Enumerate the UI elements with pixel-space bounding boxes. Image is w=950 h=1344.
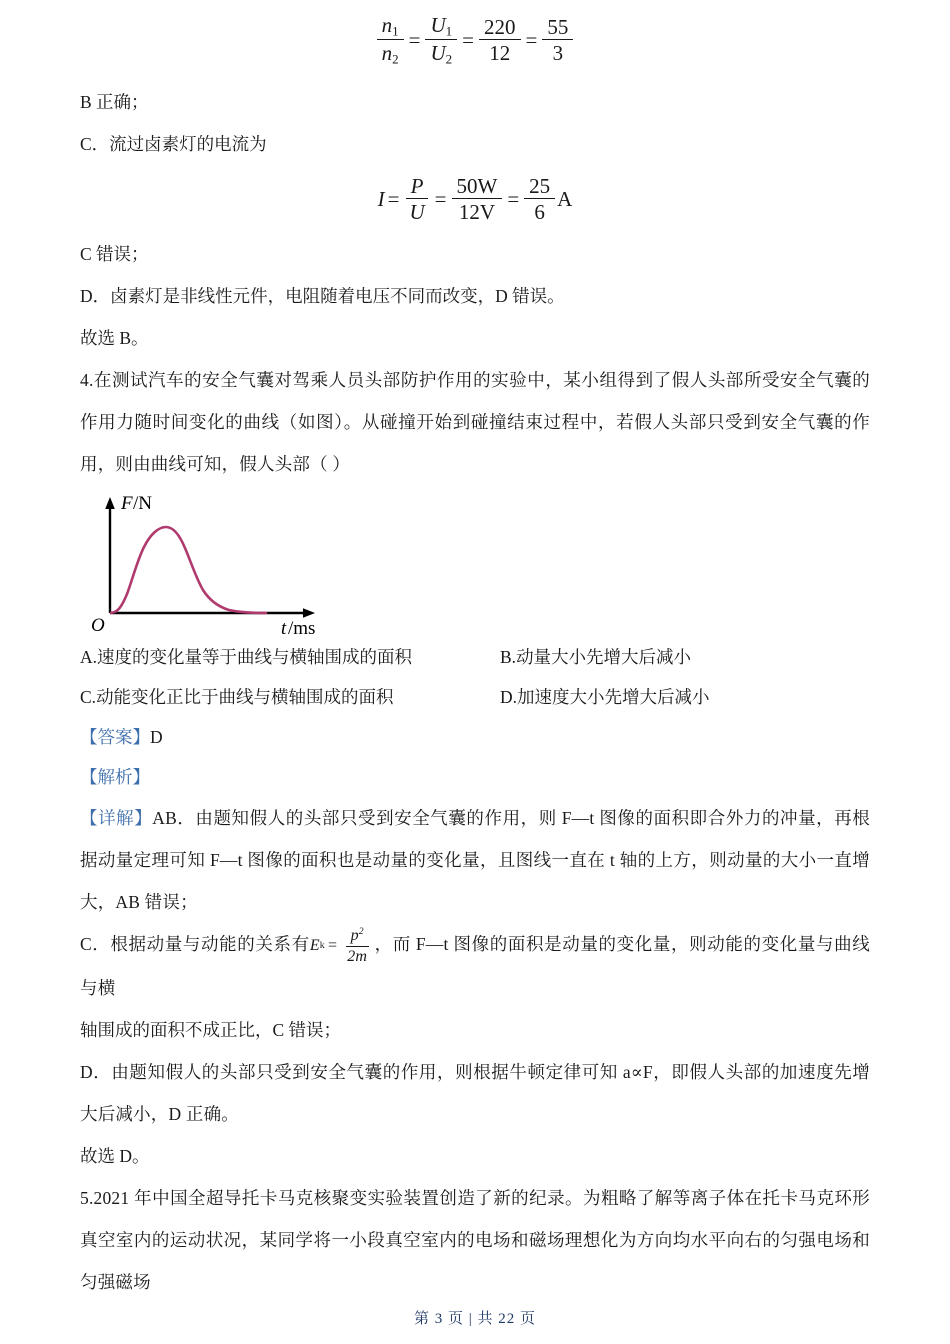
denominator-6: 6	[534, 200, 545, 225]
option-c-label: 动能变化正比于曲线与横轴围成的面积	[96, 687, 394, 708]
detail-c-line2: 轴围成的面积不成正比，C 错误；	[80, 1020, 342, 1041]
numerator-55: 55	[542, 16, 573, 40]
u2-symbol: U	[430, 41, 446, 66]
question-5-stem	[80, 1177, 870, 1303]
detail-c-pre: C．根据动量与动能的关系有	[80, 934, 310, 955]
equals-sign-1: =	[408, 27, 421, 52]
text-c-current-lead: C．流过卤素灯的电流为	[80, 133, 267, 154]
question-5-text: 2021 年中国全超导托卡马克核聚变实验装置创造了新的纪录。为粗略了解等离子体在托卡马克环形真空室内的运动状况，某同学将一小段真空室内的电场和磁场理想化为方向均水平向右的匀强电场和匀强磁场	[80, 1188, 870, 1293]
option-a-label: 速度的变化量等于曲线与横轴围成的面积	[97, 647, 413, 668]
fraction-220-12	[479, 16, 521, 65]
numerator-25: 25	[524, 175, 555, 199]
numerator-50w: 50W	[452, 175, 503, 199]
y-axis-unit-label: /N	[133, 493, 152, 515]
momentum-symbol: p	[350, 926, 359, 944]
detail-c-post: ，而 F—t 图像的面积是动量的变化量，则动能的变化量与曲线与横	[80, 934, 870, 999]
u1-subscript: 1	[445, 23, 453, 39]
x-axis-label: t	[281, 618, 287, 636]
question-5-number: 5.	[80, 1188, 94, 1209]
denominator-12: 12	[489, 41, 511, 66]
answer-tag: 【答案】	[80, 727, 150, 748]
spacer-after-eq1	[80, 67, 870, 81]
option-c[interactable]	[80, 677, 500, 717]
answer-line	[80, 717, 870, 757]
option-d-label: 加速度大小先增大后减小	[517, 687, 710, 708]
detail-c-paragraph	[80, 923, 870, 1009]
option-b-label: 动量大小先增大后减小	[516, 647, 692, 668]
equals-sign-5: =	[434, 186, 447, 211]
analysis-tag: 【解析】	[80, 767, 150, 788]
equals-sign-7: =	[327, 937, 338, 955]
detail-ab-text: AB．由题知假人的头部只受到安全气囊的作用，则 F—t 图像的面积即合外力的冲量，再根据动量定理可知 F—t 图像的面积也是动量的变化量，且图线一直在 t 轴的上方，则动量的大小一直增大，AB 错误；	[80, 808, 870, 913]
question-4-text: 在测试汽车的安全气囊对驾乘人员头部防护作用的实验中，某小组得到了假人头部所受安全气囊的作用力随时间变化的曲线（如图）。从碰撞开始到碰撞结束过程中，若假人头部只受到安全气囊的作用，则由曲线可知，假人头部（ ）	[80, 370, 870, 475]
option-b-key: B.	[500, 647, 517, 668]
option-d-key: D.	[500, 687, 518, 708]
answer-value: D	[150, 727, 163, 748]
unit-ampere: A	[557, 186, 573, 211]
equals-sign-2: =	[462, 27, 475, 52]
power-symbol: P	[406, 175, 429, 199]
detail-ab-paragraph	[80, 797, 870, 923]
equals-sign-6: =	[507, 186, 520, 211]
fraction-25-6	[524, 175, 555, 224]
force-time-curve	[111, 527, 266, 613]
fraction-55-3	[542, 16, 573, 65]
exponent-2: 2	[358, 925, 364, 937]
option-row-ab	[80, 637, 870, 677]
denominator-2m: 2m	[347, 947, 368, 965]
detail-d-paragraph: D．由题知假人的头部只受到安全气囊的作用，则根据牛顿定律可知 a∝F，即假人头部的加速度先增大后减小，D 正确。	[80, 1062, 870, 1125]
detail-tag: 【详解】	[80, 808, 153, 829]
question-4-stem	[80, 359, 870, 485]
top-spacer	[80, 0, 870, 14]
question-4-number: 4.	[80, 370, 94, 391]
x-axis-arrow	[303, 609, 315, 619]
u1-symbol: U	[430, 13, 446, 37]
detail-conclusion: 故选 D。	[80, 1146, 150, 1167]
question-4-options	[80, 637, 870, 717]
option-row-cd	[80, 677, 870, 717]
y-axis-arrow	[105, 497, 115, 509]
fraction-50w-12v	[452, 175, 503, 224]
chart-force-time	[88, 485, 378, 635]
ek-symbol: E	[309, 937, 320, 955]
n2-symbol: n	[381, 41, 393, 66]
n1-symbol: n	[381, 13, 393, 37]
x-axis-unit-label: /ms	[288, 618, 316, 636]
n2-subscript: 2	[392, 52, 399, 68]
equals-sign-3: =	[525, 27, 538, 52]
text-c-wrong: C 错误；	[80, 244, 149, 265]
voltage-symbol: U	[409, 200, 425, 225]
page-footer: 第 3 页 | 共 22 页	[413, 1311, 536, 1327]
fraction-n1-n2	[377, 14, 404, 67]
equation-current	[80, 175, 870, 224]
y-axis-label: F	[121, 493, 133, 515]
u2-subscript: 2	[445, 52, 453, 68]
fraction-u1-u2	[425, 14, 457, 67]
text-b-correct: B 正确；	[80, 91, 149, 112]
equation-transformer-ratio	[80, 14, 870, 67]
denominator-12v: 12V	[458, 200, 495, 225]
equals-sign-4: =	[387, 186, 400, 211]
option-b[interactable]	[500, 637, 870, 677]
text-d-halogen: D．卤素灯是非线性元件，电阻随着电压不同而改变，D 错误。	[80, 286, 565, 307]
denominator-3: 3	[552, 41, 564, 66]
current-symbol: I	[377, 186, 385, 211]
fraction-p-u	[404, 175, 429, 224]
figure-ft-curve-wrap	[80, 485, 870, 637]
option-a-key: A.	[80, 647, 98, 668]
ek-subscript: k	[319, 940, 325, 952]
option-a[interactable]	[80, 637, 500, 677]
analysis-line	[80, 757, 870, 797]
text-choose-b: 故选 B。	[80, 328, 149, 349]
n1-subscript: 1	[392, 23, 399, 39]
option-d[interactable]	[500, 677, 870, 717]
fraction-p2-2m	[342, 927, 372, 966]
equation-kinetic-energy	[310, 925, 374, 967]
numerator-220: 220	[479, 16, 521, 40]
origin-label: O	[91, 615, 105, 636]
numerator-p-squared	[346, 927, 369, 947]
spacer-after-eq2	[80, 223, 870, 233]
option-c-key: C.	[80, 687, 97, 708]
